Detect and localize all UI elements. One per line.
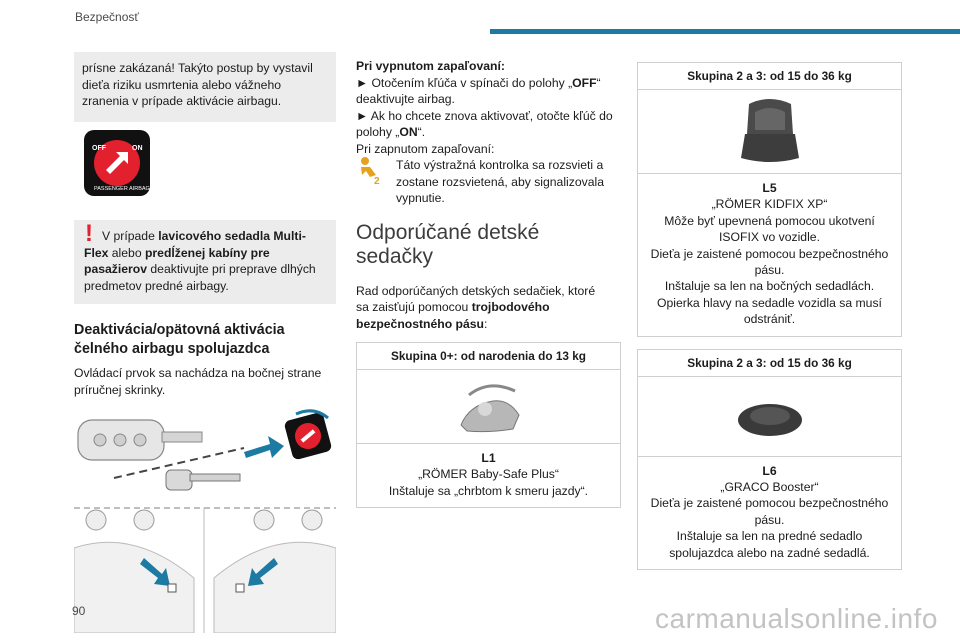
page-number: 90 [72, 604, 86, 618]
seat-box-l1 [356, 342, 621, 508]
off-label: OFF [92, 145, 106, 152]
key-fob-icon [78, 420, 202, 460]
seat-description: L1 „RÖMER Baby-Safe Plus“ Inštaluje sa „chrbtom k smeru jazdy“. [388, 451, 589, 498]
seat-box-header: Skupina 2 a 3: od 15 do 36 kg [638, 350, 901, 377]
column-2 [356, 52, 621, 508]
section-title-recommended-seats: Odporúčané detské sedačky [356, 220, 540, 268]
svg-text:2: 2 [374, 176, 380, 185]
airbag-switch-illustration [74, 408, 336, 633]
exclamation-icon: ! [85, 220, 93, 247]
seat-image-area [638, 90, 901, 174]
seat-image-area [357, 370, 620, 444]
left-hand-drive-dashboard [74, 510, 194, 633]
seat-box-l6 [637, 349, 902, 570]
warning-continuation-text: prísne zakázaná! Takýto postup by vystavil dieťa riziku usmrtenia alebo vážneho zranenia v prípade aktivácie airbagu. [82, 61, 313, 108]
section-heading-airbag-deactivation: Deaktivácia/opätovná aktivácia čelného airbagu spolujazdca [74, 322, 285, 357]
note-box [74, 220, 336, 304]
airbag-warning-lamp-icon [356, 155, 384, 185]
column-1 [74, 52, 336, 633]
right-hand-drive-dashboard [214, 510, 336, 633]
on-label: ON [132, 145, 143, 152]
seat-description: L6 „GRACO Booster“ Dieťa je zaistené pomocou bezpečnostného pásu. Inštaluje sa len na predné sedadlo spolujazdca alebo na zadné sedadlá. [650, 463, 889, 560]
key-icon [166, 470, 240, 490]
airbag-switch-icon [284, 411, 333, 461]
seat-description: L5 „RÖMER KIDFIX XP“ Môže byť upevnená pomocou ukotvení ISOFIX vo vozidle. Dieťa je zaistené pomocou bezpečnostného pásu. Inštaluje sa len na bočných sedadlách. Opierka hlavy na sedadle vozidla sa musí odstrániť. [650, 181, 889, 327]
intro-text: Rad odporúčaných detských sedačiek, ktoré sa zaisťujú pomocou trojbodového bezpečnostného pásu: [356, 283, 596, 331]
seat-image-area [638, 377, 901, 457]
header-accent-bar [490, 29, 960, 34]
ignition-on-label: Pri zapnutom zapaľovaní: [356, 141, 495, 156]
insert-arrow-icon [244, 436, 284, 458]
key-and-dashboard-illustration [74, 408, 336, 633]
seat-box-header: Skupina 0+: od narodenia do 13 kg [357, 343, 620, 370]
ignition-instructions [356, 58, 621, 207]
watermark: carmanualsonline.info [655, 603, 938, 634]
airbag-icon-area [74, 122, 336, 208]
highback-booster-image [735, 94, 805, 170]
note-text: V prípade lavicového sedadla Multi-Flex alebo predĺženej kabíny pre pasažierov deaktivujte pri preprave dlhých predmetov predné airbagy. [84, 229, 316, 293]
control-location-text: Ovládací prvok sa nachádza na bočnej strane príručnej skrinky. [74, 366, 322, 397]
seat-box-header: Skupina 2 a 3: od 15 do 36 kg [638, 63, 901, 90]
step-1: ► Otočením kľúča v spínači do polohy „OFF“ deaktivujte airbag. [356, 75, 601, 106]
step-2: ► Ak ho chcete znova aktivovať, otočte kľúč do polohy „ON“. [356, 108, 613, 139]
booster-cushion-image [734, 390, 806, 442]
ignition-off-label: Pri vypnutom zapaľovaní: [356, 59, 505, 73]
warning-box [74, 52, 336, 208]
warning-lamp-text: 2 Táto výstražná kontrolka sa rozsvieti a zostane rozsvietená, aby signalizovala vypnutie. [356, 157, 621, 207]
baby-carrier-image [449, 375, 529, 439]
ring-text: PASSENGER AIRBAG [94, 186, 150, 192]
column-3 [637, 62, 902, 570]
passenger-airbag-off-icon [84, 130, 150, 196]
running-header: Bezpečnosť [75, 10, 139, 24]
seat-box-l5 [637, 62, 902, 337]
